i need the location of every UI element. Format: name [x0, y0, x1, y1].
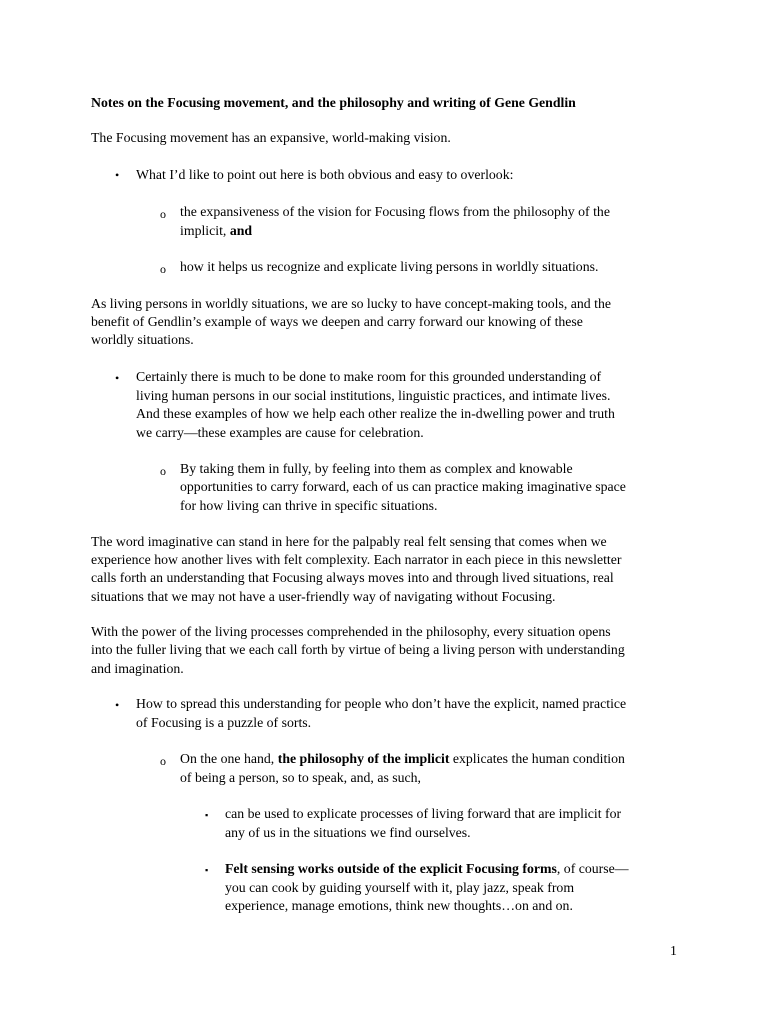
bullet-2-line-1: Certainly there is much to be done to make room for this grounded understanding of [136, 369, 602, 384]
paragraph-3-line-2: experience how another lives with felt complexity. Each narrator in each piece in this newsletter [91, 552, 622, 567]
sub-bullet-3-line-1: By taking them in fully, by feeling into them as complex and knowable [180, 461, 573, 476]
tertiary-bullet-1-line-1: can be used to explicate processes of living forward that are implicit for [225, 806, 622, 821]
bullet-1-text-content: What I’d like to point out here is both obvious and easy to overlook: [136, 167, 514, 182]
circle-marker: o [160, 207, 166, 221]
sub-bullet-4-text-a: On the one hand, [180, 751, 278, 766]
paragraph-1: The Focusing movement has an expansive, world-making vision. [91, 130, 451, 145]
sub-bullet-3-line-3: for how living can thrive in specific situations. [180, 498, 438, 513]
bullet-3-line-1: How to spread this understanding for people who don’t have the explicit, named practice [136, 696, 627, 711]
bullet-marker: • [115, 371, 120, 385]
sub-bullet-2-line-1: how it helps us recognize and explicate living persons in worldly situations. [180, 259, 599, 274]
paragraph-2-line-3: worldly situations. [91, 332, 194, 347]
paragraph-2-line-1: As living persons in worldly situations, we are so lucky to have concept-making tools, and the [91, 296, 611, 311]
sub-bullet-1-text: implicit, [180, 223, 230, 238]
paragraph-4-line-2: into the fuller living that we each call forth by virtue of being a living person with understanding [91, 642, 625, 657]
sub-bullet-4-line-2: of being a person, so to speak, and, as such, [180, 770, 422, 785]
document-title: Notes on the Focusing movement, and the philosophy and writing of Gene Gendlin [91, 95, 576, 110]
tertiary-bullet-1-line-2: any of us in the situations we find ourselves. [225, 825, 471, 840]
paragraph-4-line-1: With the power of the living processes comprehended in the philosophy, every situation opens [91, 624, 611, 639]
tertiary-bullet-2-line-1 [225, 860, 629, 879]
sub-bullet-4-text-c: explicates the human condition [449, 751, 625, 766]
tertiary-bullet-2-line-3: experience, manage emotions, think new thoughts…on and on. [225, 898, 573, 913]
circle-marker: o [160, 754, 166, 768]
bullet-marker: • [115, 698, 120, 712]
paragraph-3-line-3: calls forth an understanding that Focusing always moves into and through lived situations, real [91, 570, 614, 585]
bullet-1-text [136, 166, 513, 185]
bullet-2-line-4: we carry—these examples are cause for celebration. [136, 425, 424, 440]
sub-bullet-1-line-2 [180, 222, 252, 241]
bullet-3-line-2: of Focusing is a puzzle of sorts. [136, 715, 312, 730]
tertiary-bullet-2-text: , of course— [556, 861, 629, 876]
sub-bullet-4-line-1 [180, 750, 625, 769]
bullet-marker: • [115, 168, 120, 182]
circle-marker: o [160, 464, 166, 478]
square-marker: ▪ [205, 810, 209, 820]
paragraph-2-line-2: benefit of Gendlin’s example of ways we deepen and carry forward our knowing of these [91, 314, 583, 329]
page-number: 1 [670, 943, 677, 958]
square-marker: ▪ [205, 865, 209, 875]
tertiary-bullet-2-line-2: you can cook by guiding yourself with it, play jazz, speak from [225, 880, 575, 895]
paragraph-3-line-4: situations that we may not have a user-friendly way of navigating without Focusing. [91, 589, 556, 604]
bullet-2-line-2: living human persons in our social institutions, linguistic practices, and intimate lives. [136, 388, 611, 403]
paragraph-3-line-1: The word imaginative can stand in here for the palpably real felt sensing that comes when we [91, 534, 607, 549]
bullet-2-line-3: And these examples of how we help each other realize the in-dwelling power and truth [136, 406, 615, 421]
sub-bullet-1-line-1: the expansiveness of the vision for Focusing flows from the philosophy of the [180, 204, 610, 219]
sub-bullet-1-bold: and [229, 223, 253, 238]
sub-bullet-4-bold: the philosophy of the implicit [277, 751, 450, 766]
sub-bullet-3-line-2: opportunities to carry forward, each of us can practice making imaginative space [180, 479, 626, 494]
paragraph-4-line-3: and imagination. [91, 661, 184, 676]
circle-marker: o [160, 262, 166, 276]
tertiary-bullet-2-bold: Felt sensing works outside of the explicit Focusing forms [225, 861, 557, 876]
